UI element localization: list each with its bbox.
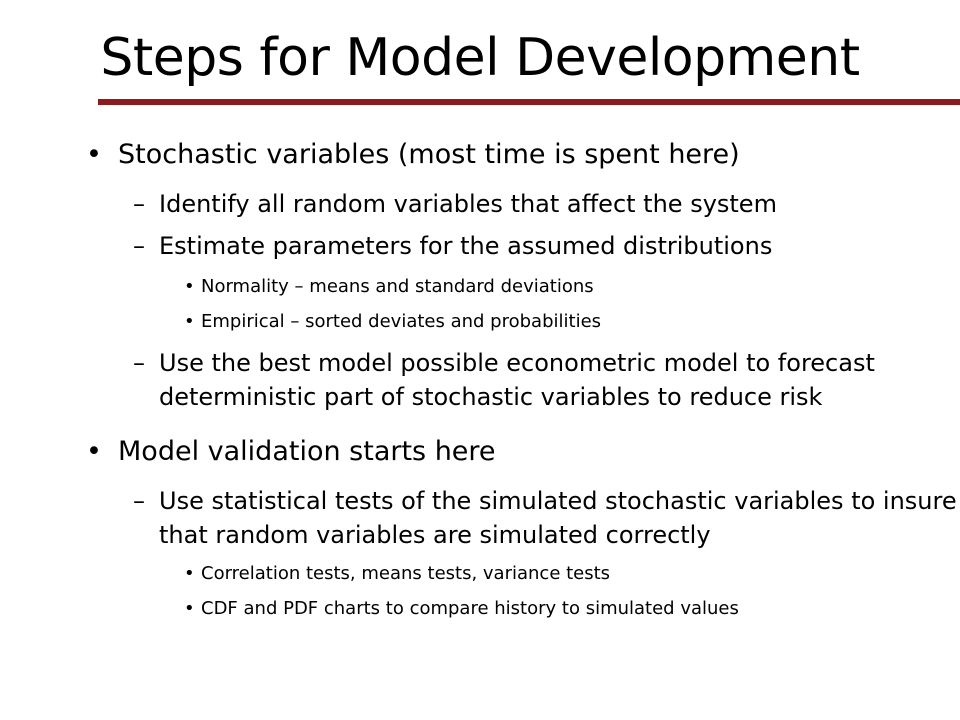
bullet-model-validation	[0, 435, 842, 469]
bullet-marker: •	[86, 139, 102, 170]
bullet-stochastic-variables	[0, 138, 842, 172]
subbullet-estimate-parameters	[0, 229, 960, 263]
subbullet-text: Identify all random variables that affect the system	[159, 190, 777, 218]
subsubbullet-text: CDF and PDF charts to compare history to simulated values	[201, 598, 739, 619]
bullet-marker: •	[184, 598, 195, 619]
slide-body	[0, 138, 960, 621]
subsubbullet-cdf-pdf-charts	[0, 597, 960, 621]
bullet-marker: •	[184, 311, 195, 332]
subsubbullet-text: Correlation tests, means tests, variance tests	[201, 563, 611, 584]
subsubbullet-empirical	[0, 310, 960, 334]
bullet-marker: •	[184, 276, 195, 297]
subsubbullet-correlation-tests	[0, 562, 960, 586]
subsubbullet-normality	[0, 275, 960, 299]
dash-marker: –	[133, 487, 145, 515]
subsubbullet-text: Normality – means and standard deviations	[201, 276, 594, 297]
dash-marker: –	[133, 190, 145, 218]
dash-marker: –	[133, 349, 145, 377]
subbullet-best-econometric-model	[0, 346, 960, 414]
bullet-text: Model validation starts here	[118, 436, 496, 467]
subbullet-text: Estimate parameters for the assumed distributions	[159, 232, 773, 260]
title-underline-rule	[98, 99, 960, 105]
bullet-text: Stochastic variables (most time is spent here)	[118, 139, 740, 170]
subbullet-text: Use the best model possible econometric model to forecast deterministic part of stochastic variables to reduce risk	[159, 349, 875, 411]
subbullet-statistical-tests	[0, 484, 960, 552]
slide-title: Steps for Model Development	[100, 28, 860, 88]
subbullet-identify-random-variables	[0, 187, 960, 221]
subbullet-text: Use statistical tests of the simulated stochastic variables to insure that random variables are simulated correctly	[159, 487, 957, 549]
dash-marker: –	[133, 232, 145, 260]
bullet-marker: •	[86, 436, 102, 467]
subsubbullet-text: Empirical – sorted deviates and probabilities	[201, 311, 602, 332]
bullet-marker: •	[184, 563, 195, 584]
